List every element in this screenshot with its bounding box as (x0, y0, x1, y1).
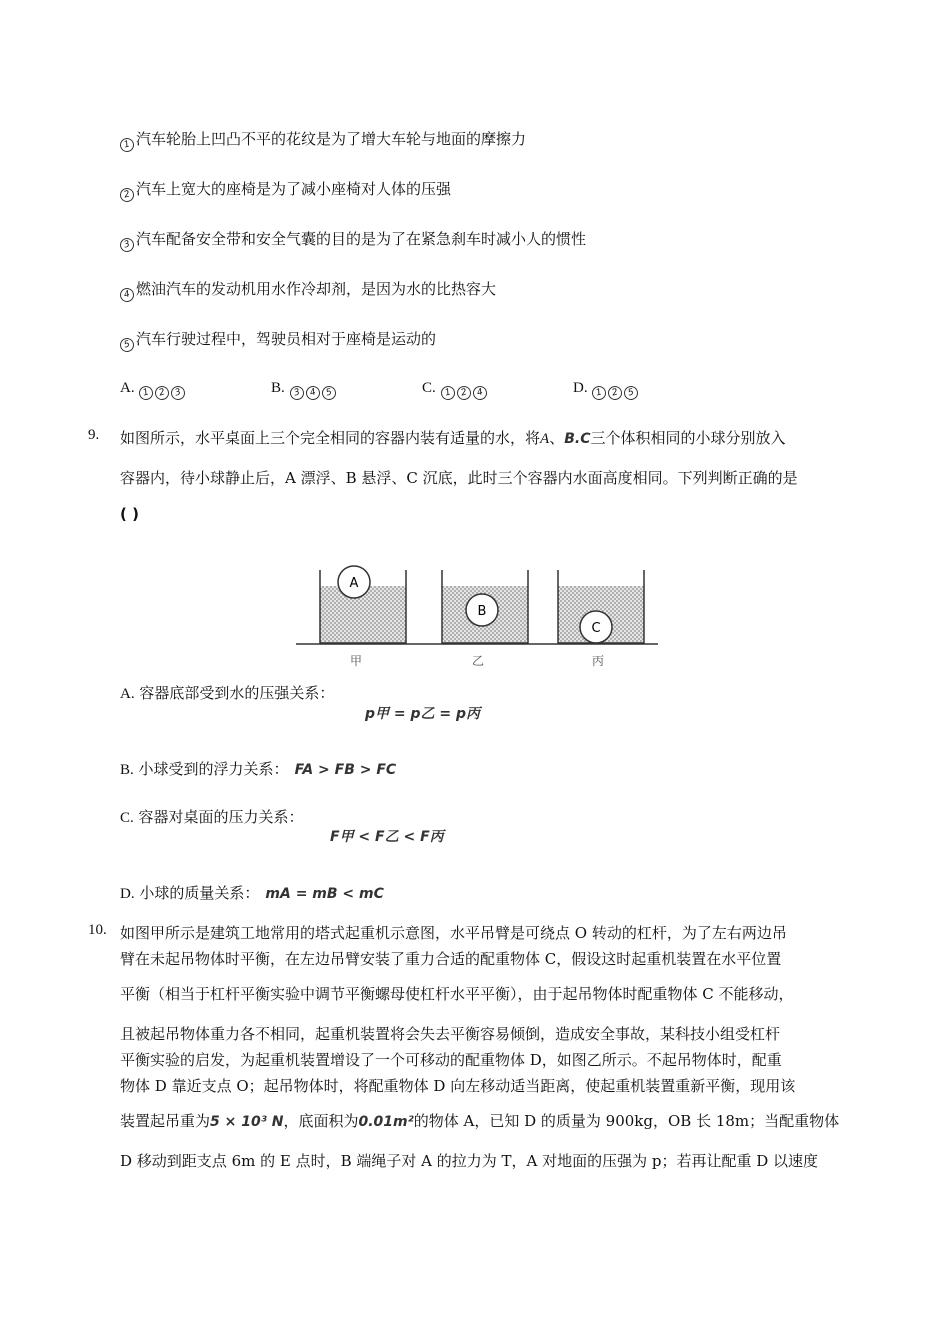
q10-line-2: 臂在未起吊物体时平衡，在左边吊臂安装了重力合适的配重物体 C，假设这时起重机装置在水平位置 (120, 950, 782, 968)
q9-option-d[interactable]: D. 小球的质量关系： mA = mB < mC (120, 884, 384, 902)
q8-option-b[interactable]: B. 3 4 5 (271, 378, 338, 397)
q10-number: 10. (88, 922, 107, 938)
statement-2: 2 汽车上宽大的座椅是为了减小座椅对人体的压强 (120, 178, 451, 199)
q9-option-d-formula: mA = mB < mC (265, 886, 384, 902)
statement-5: 5 汽车行驶过程中，驾驶员相对于座椅是运动的 (120, 328, 436, 349)
containers-figure (296, 560, 658, 672)
container-jia (320, 566, 406, 643)
q9-option-c[interactable]: C. 容器对桌面的压力关系： (120, 808, 304, 826)
container-yi (442, 570, 528, 643)
q10-line-7: 装置起吊重为5 × 10³ N，底面积为0.01m²的物体 A，已知 D 的质量为 900kg，OB 长 18m；当配重物体 (120, 1112, 840, 1130)
answer-paren: ( ) (120, 505, 139, 523)
q10-line-3: 平衡（相当于杠杆平衡实验中调节平衡螺母使杠杆水平平衡），由于起吊物体时配重物体 C 不能移动， (120, 985, 794, 1003)
ball-c-label: C (591, 621, 601, 636)
ball-b-label: B (477, 604, 487, 619)
q10-line-8: D 移动到距支点 6m 的 E 点时，B 端绳子对 A 的拉力为 T，A 对地面的压强为 p；若再让配重 D 以速度 (120, 1152, 819, 1170)
q9-option-a-formula: p甲 = p乙 = p丙 (365, 706, 481, 722)
q10-line-6: 物体 D 靠近支点 O；起吊物体时，将配重物体 D 向左移动适当距离，使起重机装置重新平衡，现用该 (120, 1077, 796, 1095)
q8-option-d[interactable]: D. 1 2 5 (573, 378, 640, 397)
circled-number: 3 (118, 236, 135, 253)
weight-formula: 5 × 10³ N (210, 1114, 284, 1130)
q9-option-c-formula: F甲 < F乙 < F丙 (330, 829, 444, 845)
q9-option-b-formula: FA > FB > FC (294, 762, 397, 778)
label-bing: 丙 (591, 654, 605, 668)
q9-option-a[interactable]: A. 容器底部受到水的压强关系： (120, 684, 335, 702)
label-yi: 乙 (471, 654, 485, 668)
statement-4: 4 燃油汽车的发动机用水作冷却剂，是因为水的比热容大 (120, 278, 496, 299)
statement-3: 3 汽车配备安全带和安全气囊的目的是为了在紧急刹车时减小人的惯性 (120, 228, 586, 249)
circled-number: 1 (118, 136, 135, 153)
area-formula: 0.01m² (358, 1114, 414, 1130)
label-jia: 甲 (349, 654, 363, 668)
q10-line-4: 且被起吊物体重力各不相同，起重机装置将会失去平衡容易倾倒，造成安全事故，某科技小组受杠杆 (120, 1025, 781, 1043)
q8-option-a[interactable]: A. 1 2 3 (120, 378, 187, 397)
circled-number: 2 (118, 186, 135, 203)
q9-option-b[interactable]: B. 小球受到的浮力关系： FA > FB > FC (120, 760, 397, 778)
q9-number: 9. (88, 427, 100, 443)
q10-line-1: 如图甲所示是建筑工地常用的塔式起重机示意图，水平吊臂是可绕点 O 转动的杠杆，为了左右两边吊 (120, 924, 787, 942)
container-bing (558, 570, 644, 643)
ball-a-label: A (349, 576, 359, 591)
circled-number: 4 (118, 286, 135, 303)
q9-stem-line2: 容器内，待小球静止后，A 漂浮、B 悬浮、C 沉底，此时三个容器内水面高度相同。下列判断正确的是 (120, 469, 798, 487)
statement-1: 1 汽车轮胎上凹凸不平的花纹是为了增大车轮与地面的摩擦力 (120, 128, 526, 149)
q10-line-5: 平衡实验的启发，为起重机装置增设了一个可移动的配重物体 D，如图乙所示。不起吊物体时，配重 (120, 1051, 782, 1069)
q8-option-c[interactable]: C. 1 2 4 (422, 378, 489, 397)
q9-stem-line1: 如图所示，水平桌面上三个完全相同的容器内装有适量的水，将A、B.C三个体积相同的小球分别放入 (120, 429, 786, 447)
circled-number: 5 (118, 336, 135, 353)
